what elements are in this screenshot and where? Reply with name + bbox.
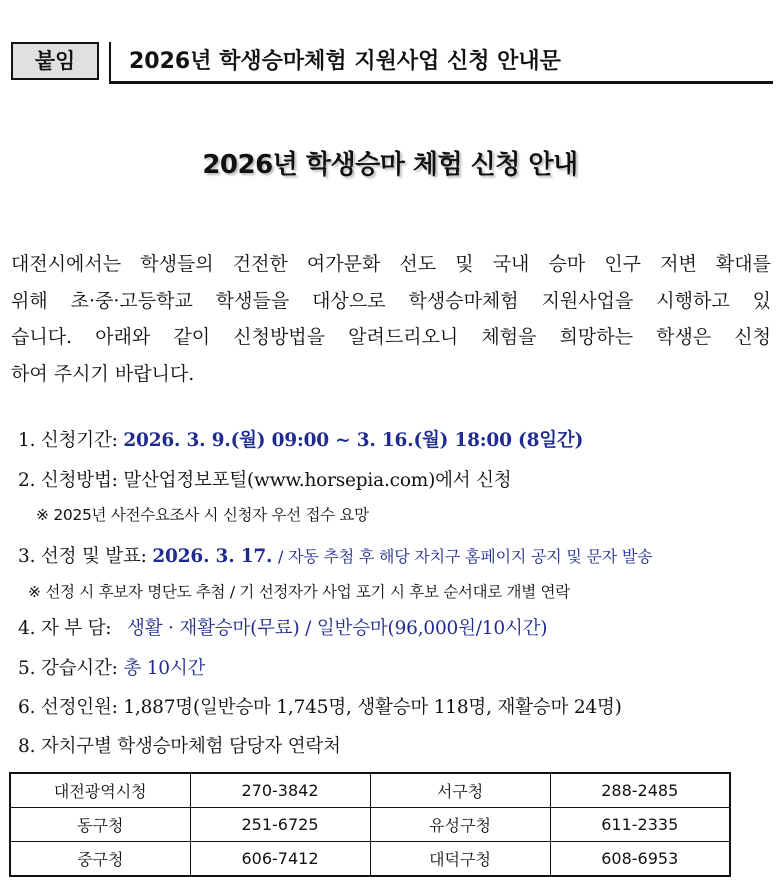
contacts-table xyxy=(9,772,731,877)
item-value: 생활 · 재활승마(무료) / 일반승마(96,000원/10시간) xyxy=(127,618,548,639)
intro-line: 위해 초·중·고등학교 학생들을 대상으로 학생승마체험 지원사업을 시행하고 있 xyxy=(11,289,771,312)
office-name: 유성구청 xyxy=(370,808,550,842)
item-label: 8. 자치구별 학생승마체험 담당자 연락처 xyxy=(18,736,341,757)
item-label: 3. 선정 및 발표: xyxy=(18,546,147,567)
item-value-date: 2026. 3. 17. xyxy=(152,546,273,567)
item-application-period xyxy=(18,426,583,452)
table-row xyxy=(10,842,730,877)
item-label: 2. 신청방법: xyxy=(18,470,118,491)
item-self-payment xyxy=(18,614,547,640)
item-label: 4. 자 부 담: xyxy=(18,618,112,639)
office-phone: 288-2485 xyxy=(550,773,730,808)
item-selected-count xyxy=(18,693,622,719)
item-contacts-heading xyxy=(18,732,341,758)
table-row xyxy=(10,808,730,842)
office-name: 대전광역시청 xyxy=(10,773,190,808)
office-name: 중구청 xyxy=(10,842,190,877)
table-row xyxy=(10,773,730,808)
item-value: 말산업정보포털(www.horsepia.com)에서 신청 xyxy=(123,470,512,491)
page-title: 2026년 학생승마 체험 신청 안내 xyxy=(202,150,578,180)
attachment-tag: 붙임 xyxy=(11,42,99,80)
office-phone: 606-7412 xyxy=(190,842,370,877)
office-name: 대덕구청 xyxy=(370,842,550,877)
intro-line: 하여 주시기 바랍니다. xyxy=(11,362,195,385)
item-label: 6. 선정인원: xyxy=(18,697,118,718)
item-value: 2026. 3. 9.(월) 09:00 ~ 3. 16.(월) 18:00 (8일간) xyxy=(123,430,584,451)
item-label: 1. 신청기간: xyxy=(18,430,118,451)
attachment-header xyxy=(11,42,773,84)
office-name: 동구청 xyxy=(10,808,190,842)
header-title: 2026년 학생승마체험 지원사업 신청 안내문 xyxy=(109,42,773,84)
intro-line: 대전시에서는 학생들의 건전한 여가문화 선도 및 국내 승마 인구 저변 확대를 xyxy=(11,253,771,275)
item-value: 1,887명(일반승마 1,745명, 생활승마 118명, 재활승마 24명) xyxy=(123,697,622,718)
item-value: 총 10시간 xyxy=(123,658,206,679)
intro-line: 습니다. 아래와 같이 신청방법을 알려드리오니 체험을 희망하는 학생은 신청 xyxy=(11,326,771,348)
intro-paragraph xyxy=(11,246,771,392)
item-label: 5. 강습시간: xyxy=(18,658,118,679)
office-phone: 270-3842 xyxy=(190,773,370,808)
item-note: ※ 선정 시 후보자 명단도 추첨 / 기 선정자가 사업 포기 시 후보 순서대로 개별 연락 xyxy=(28,583,570,601)
item-note: ※ 2025년 사전수요조사 시 신청자 우선 접수 요망 xyxy=(36,506,369,524)
item-selection-announcement xyxy=(18,542,652,568)
item-value: / 자동 추첨 후 해당 자치구 홈페이지 공지 및 문자 발송 xyxy=(277,547,653,566)
item-application-method xyxy=(18,466,511,492)
office-phone: 611-2335 xyxy=(550,808,730,842)
office-phone: 251-6725 xyxy=(190,808,370,842)
office-name: 서구청 xyxy=(370,773,550,808)
office-phone: 608-6953 xyxy=(550,842,730,877)
item-lesson-hours xyxy=(18,654,205,680)
